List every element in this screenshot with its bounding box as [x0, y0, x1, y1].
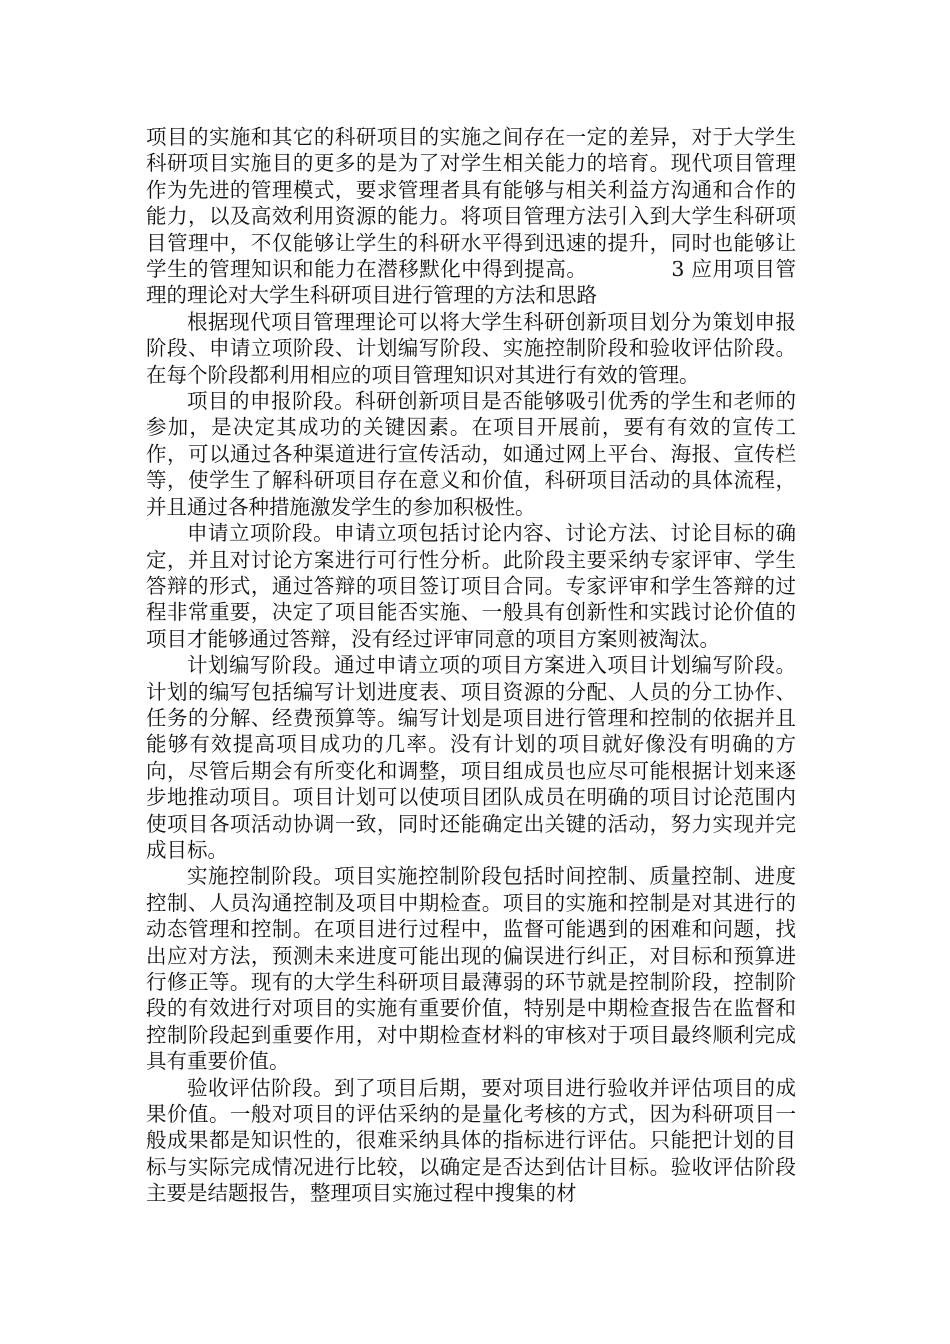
intro-text: 项目的实施和其它的科研项目的实施之间存在一定的差异，对于大学生科研项目实施目的更多的是为了对学生相关能力的培育。现代项目管理作为先进的管理模式，要求管理者具有能够与相关利益方沟通和合作的能力，以及高效利用资源的能力。将项目管理方法引入到大学生科研项目管理中，不仅能够让学生的科研水平得到迅速的提升，同时也能够让学生的管理知识和能力在潜移默化中得到提高。	[146, 125, 796, 282]
paragraph-approval-stage: 申请立项阶段。申请立项包括讨论内容、讨论方法、讨论目标的确定，并且对讨论方案进行可行性分析。此阶段主要采纳专家评审、学生答辩的形式，通过答辩的项目签订项目合同。专家评审和学生答辩的过程非常重要，决定了项目能否实施、一般具有创新性和实践讨论价值的项目才能够通过答辩，没有经过评审同意的项目方案则被淘汰。	[146, 521, 796, 651]
document-body	[146, 124, 796, 1207]
paragraph-stage-overview: 根据现代项目管理理论可以将大学生科研创新项目划分为策划申报阶段、申请立项阶段、计划编写阶段、实施控制阶段和验收评估阶段。在每个阶段都利用相应的项目管理知识对其进行有效的管理。	[146, 309, 796, 387]
section-heading: 3 应用项目管理的理论对大学生科研项目进行管理的方法和思路	[146, 257, 797, 308]
paragraph-control-stage: 实施控制阶段。项目实施控制阶段包括时间控制、质量控制、进度控制、人员沟通控制及项目中期检查。项目的实施和控制是对其进行的动态管理和控制。在项目进行过程中，监督可能遇到的困难和问题，找出应对方法，预测未来进度可能出现的偏误进行纠正，对目标和预算进行修正等。现有的大学生科研项目最薄弱的环节就是控制阶段，控制阶段的有效进行对项目的实施有重要价值，特别是中期检查报告在监督和控制阶段起到重要作用，对中期检查材料的审核对于项目最终顺利完成具有重要价值。	[146, 864, 796, 1074]
paragraph-planning-stage: 计划编写阶段。通过申请立项的项目方案进入项目计划编写阶段。计划的编写包括编写计划进度表、项目资源的分配、人员的分工协作、任务的分解、经费预算等。编写计划是项目进行管理和控制的依据并且能够有效提高项目成功的几率。没有计划的项目就好像没有明确的方向，尽管后期会有所变化和调整，项目组成员也应尽可能根据计划来逐步地推动项目。项目计划可以使项目团队成员在明确的项目讨论范围内使项目各项活动协调一致，同时还能确定出关键的活动，努力实现并完成目标。	[146, 653, 796, 862]
intro-paragraph	[146, 124, 796, 309]
paragraph-application-stage: 项目的申报阶段。科研创新项目是否能够吸引优秀的学生和老师的参加，是决定其成功的关键因素。在项目开展前，要有有效的宣传工作，可以通过各种渠道进行宣传活动，如通过网上平台、海报、宣传栏等，使学生了解科研项目存在意义和价值，科研项目活动的具体流程，并且通过各种措施激发学生的参加积极性。	[146, 389, 796, 519]
paragraph-acceptance-stage: 验收评估阶段。到了项目后期，要对项目进行验收并评估项目的成果价值。一般对项目的评估采纳的是量化考核的方式，因为科研项目一般成果都是知识性的，很难采纳具体的指标进行评估。只能把计划的目标与实际完成情况进行比较，以确定是否达到估计目标。验收评估阶段主要是结题报告，整理项目实施过程中搜集的材	[146, 1075, 796, 1206]
